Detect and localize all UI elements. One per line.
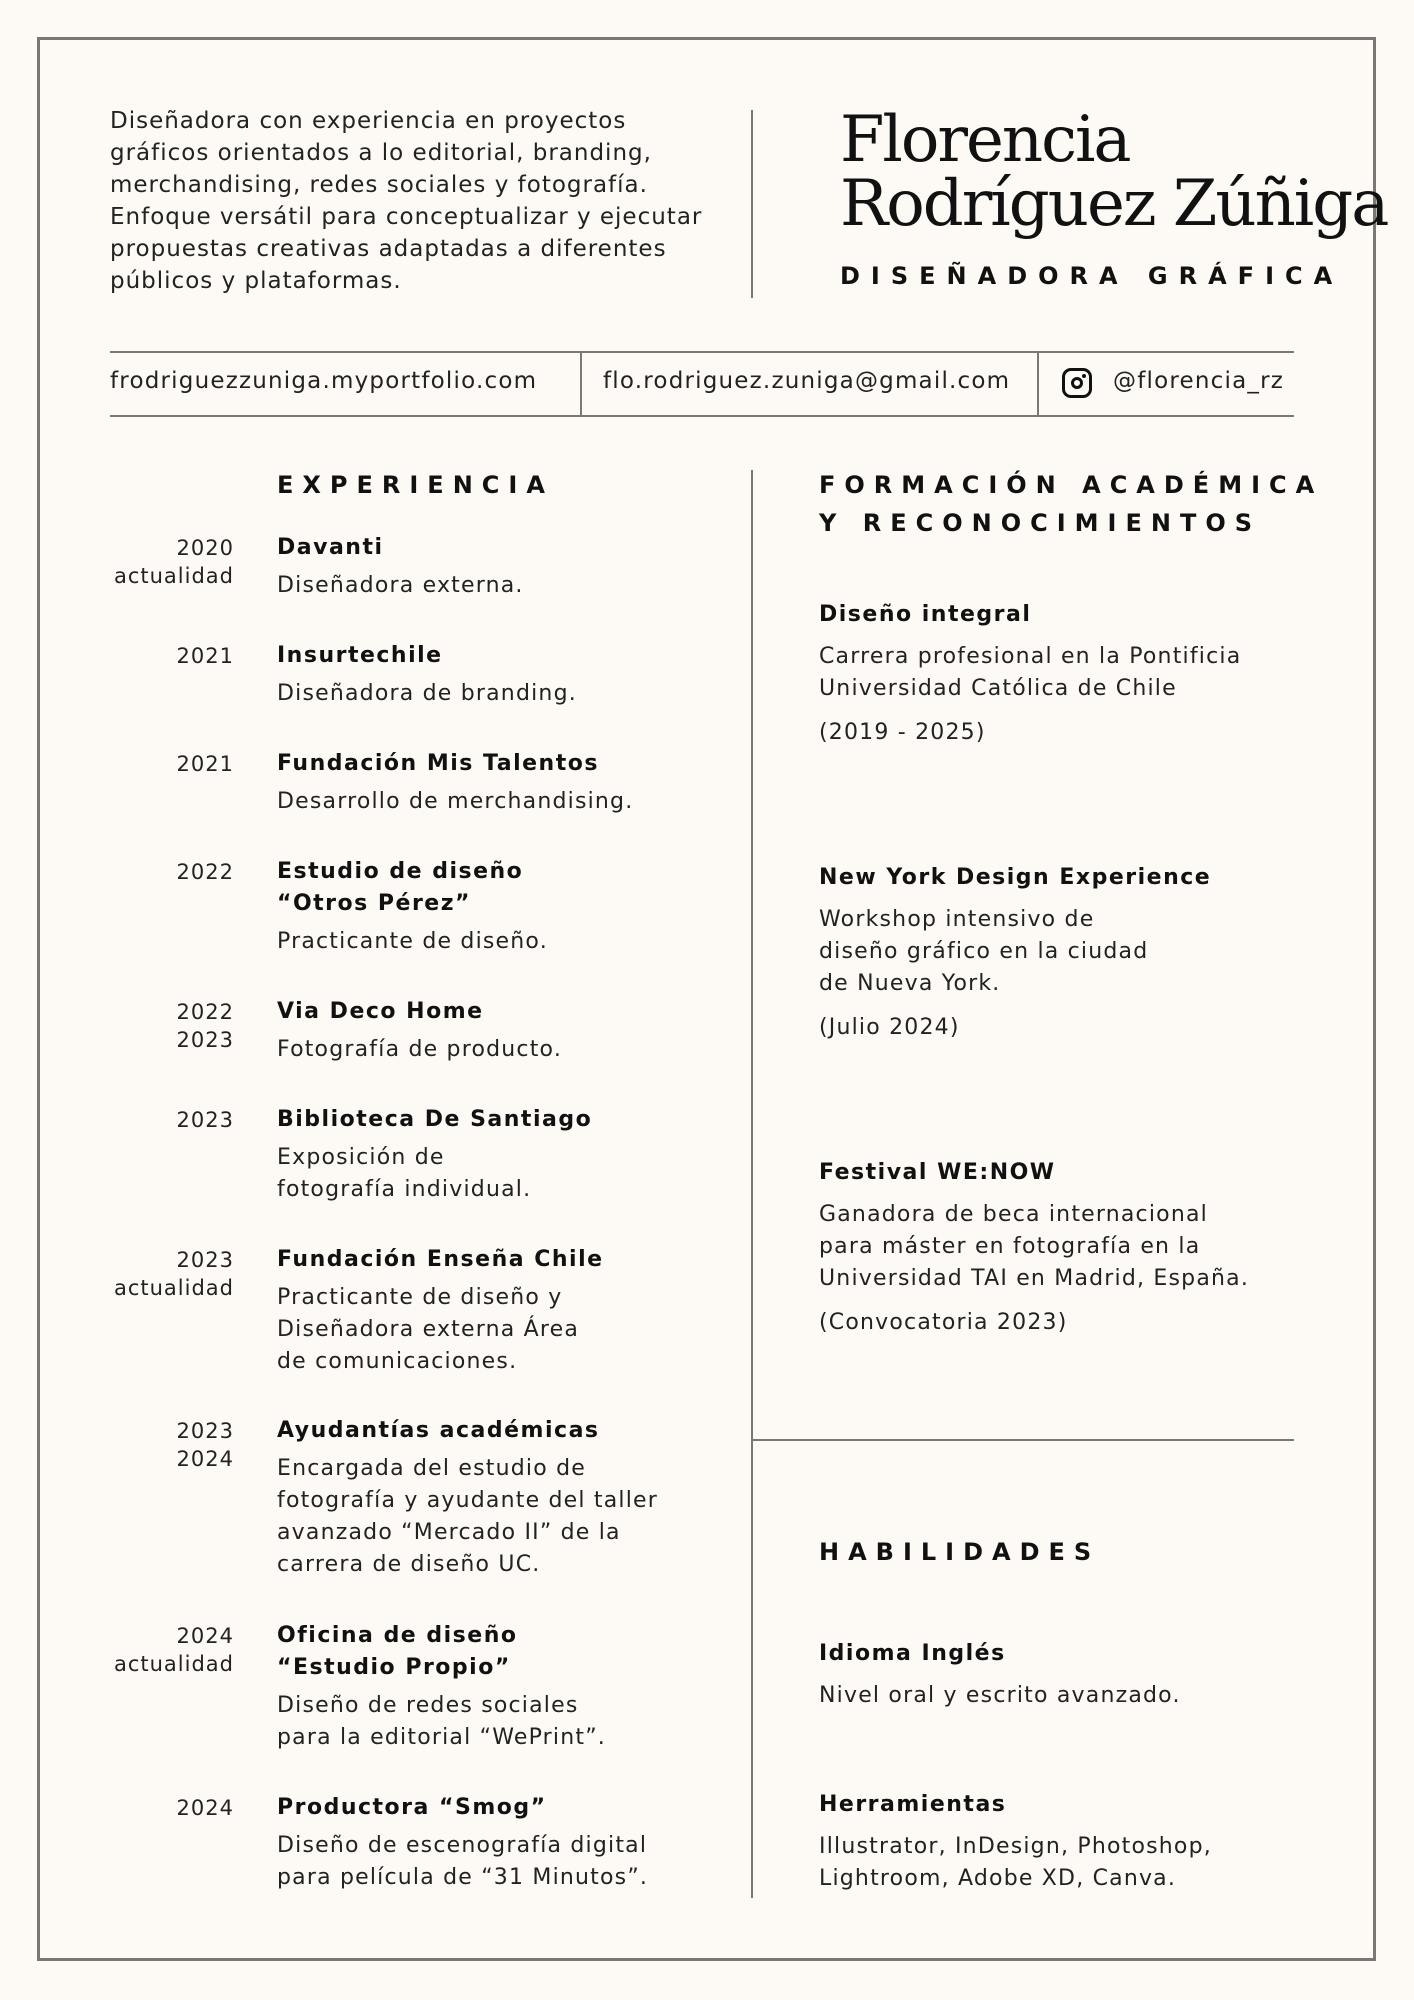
skills-title: HABILIDADES	[819, 1538, 1101, 1566]
experience-year1: 2021	[176, 752, 234, 776]
experience-title1: Productora “Smog”	[277, 1795, 547, 1820]
experience-item	[277, 856, 737, 958]
education-item-description	[819, 1199, 1319, 1295]
experience-years	[90, 642, 234, 670]
experience-description	[277, 570, 737, 602]
experience-description	[277, 786, 737, 818]
role-subtitle: DISEÑADORA GRÁFICA	[840, 262, 1344, 290]
experience-description-line: carrera de diseño UC.	[277, 1552, 541, 1577]
education-description-line: diseño gráfico en la ciudad	[819, 939, 1149, 964]
experience-title1: Estudio de diseño	[277, 859, 524, 884]
name-first: Florencia	[840, 103, 1130, 177]
experience-years	[90, 1622, 234, 1678]
experience-year1: 2024	[176, 1624, 234, 1648]
experience-title1: Fundación Enseña Chile	[277, 1247, 604, 1272]
skill-item-title: Idioma Inglés	[819, 1641, 1006, 1666]
education-item-title: Diseño integral	[819, 602, 1032, 627]
education-title-line1: FORMACIÓN ACADÉMICA	[819, 471, 1324, 499]
experience-item	[277, 532, 737, 602]
education-item-description	[819, 904, 1319, 1000]
instagram-icon[interactable]	[1062, 368, 1092, 398]
education-item-title: New York Design Experience	[819, 865, 1212, 890]
experience-description	[277, 1690, 737, 1754]
name-heading	[840, 103, 1400, 241]
education-item	[819, 862, 1319, 1044]
experience-description-line: Diseñadora externa Área	[277, 1317, 580, 1342]
education-item	[819, 1157, 1319, 1339]
experience-description-line: para película de “31 Minutos”.	[277, 1865, 649, 1890]
education-item	[819, 599, 1319, 749]
experience-title1: Insurtechile	[277, 643, 443, 668]
experience-item	[277, 748, 737, 818]
experience-title1: Oficina de diseño	[277, 1623, 518, 1648]
experience-title2: “Otros Pérez”	[277, 891, 471, 916]
experience-description	[277, 926, 737, 958]
education-description-line: Workshop intensivo de	[819, 907, 1095, 932]
experience-description-line: de comunicaciones.	[277, 1349, 518, 1374]
skill-item	[819, 1638, 1319, 1712]
experience-item	[277, 1415, 737, 1581]
experience-years	[90, 1106, 234, 1134]
header-divider	[751, 110, 753, 298]
experience-item	[277, 996, 737, 1066]
skill-description-line: Lightroom, Adobe XD, Canva.	[819, 1866, 1177, 1891]
skill-description-line: Nivel oral y escrito avanzado.	[819, 1683, 1181, 1708]
experience-year1: 2023	[176, 1248, 234, 1272]
experience-description	[277, 1830, 737, 1894]
education-item-title: Festival WE:NOW	[819, 1160, 1056, 1185]
experience-years	[90, 858, 234, 886]
experience-year1: 2020	[176, 536, 234, 560]
experience-description	[277, 1142, 737, 1206]
experience-description-line: Encargada del estudio de	[277, 1456, 586, 1481]
skills-rule	[751, 1439, 1294, 1441]
experience-description-line: Practicante de diseño.	[277, 929, 548, 954]
contact-divider-2	[1037, 351, 1039, 417]
experience-year2: actualidad	[113, 1652, 234, 1676]
experience-description	[277, 1453, 737, 1581]
experience-description-line: Practicante de diseño y	[277, 1285, 563, 1310]
experience-item	[277, 1620, 737, 1754]
experience-description-line: Exposición de	[277, 1145, 445, 1170]
experience-description-line: Desarrollo de merchandising.	[277, 789, 634, 814]
contact-top-rule	[110, 351, 1294, 353]
experience-year1: 2023	[176, 1419, 234, 1443]
education-description-line: Universidad Católica de Chile	[819, 676, 1177, 701]
education-item-date: (Julio 2024)	[819, 1015, 960, 1040]
experience-description	[277, 1034, 737, 1066]
experience-year1: 2024	[176, 1796, 234, 1820]
column-divider	[751, 470, 753, 1898]
experience-year2: actualidad	[113, 564, 234, 588]
education-description-line: Carrera profesional en la Pontificia	[819, 644, 1242, 669]
instagram-lens	[1071, 377, 1083, 389]
experience-year1: 2023	[176, 1108, 234, 1132]
instagram-dot	[1082, 374, 1086, 378]
experience-year2: actualidad	[113, 1276, 234, 1300]
experience-description-line: avanzado “Mercado II” de la	[277, 1520, 621, 1545]
education-title	[819, 466, 1323, 542]
experience-description	[277, 1282, 737, 1378]
experience-years	[90, 1417, 234, 1473]
experience-year2: 2023	[176, 1028, 234, 1052]
experience-title1: Ayudantías académicas	[277, 1418, 600, 1443]
instagram-handle[interactable]: @florencia_rz	[1113, 368, 1284, 394]
experience-title: EXPERIENCIA	[277, 471, 554, 499]
experience-item	[277, 1792, 737, 1894]
experience-description	[277, 678, 737, 710]
experience-item	[277, 1104, 737, 1206]
education-item-description	[819, 641, 1319, 705]
education-description-line: Universidad TAI en Madrid, España.	[819, 1266, 1250, 1291]
education-description-line: Ganadora de beca internacional	[819, 1202, 1208, 1227]
name-last: Rodríguez Zúñiga	[840, 167, 1388, 241]
experience-description-line: fotografía individual.	[277, 1177, 532, 1202]
experience-description-line: fotografía y ayudante del taller	[277, 1488, 659, 1513]
contact-bottom-rule	[110, 415, 1294, 417]
experience-description-line: Fotografía de producto.	[277, 1037, 563, 1062]
experience-description-line: para la editorial “WePrint”.	[277, 1725, 606, 1750]
education-description-line: de Nueva York.	[819, 971, 1001, 996]
experience-years	[90, 534, 234, 590]
education-description-line: para máster en fotografía en la	[819, 1234, 1201, 1259]
experience-year1: 2021	[176, 644, 234, 668]
experience-years	[90, 1794, 234, 1822]
experience-years	[90, 1246, 234, 1302]
contact-divider-1	[580, 351, 582, 417]
experience-title2: “Estudio Propio”	[277, 1655, 511, 1680]
skill-item-description	[819, 1831, 1319, 1895]
email-link[interactable]: flo.rodriguez.zuniga@gmail.com	[603, 368, 1011, 394]
education-item-date: (Convocatoria 2023)	[819, 1310, 1068, 1335]
experience-description-line: Diseñadora externa.	[277, 573, 524, 598]
education-item-date: (2019 - 2025)	[819, 720, 986, 745]
experience-title1: Via Deco Home	[277, 999, 484, 1024]
skill-item-title: Herramientas	[819, 1792, 1007, 1817]
experience-title1: Biblioteca De Santiago	[277, 1107, 593, 1132]
experience-description-line: Diseño de escenografía digital	[277, 1833, 648, 1858]
skill-description-line: Illustrator, InDesign, Photoshop,	[819, 1834, 1212, 1859]
intro-text: Diseñadora con experiencia en proyectos gráficos orientados a lo editorial, branding, merchandising, redes sociales y fotografía. Enfoque versátil para conceptualizar y ejecutar propuestas creativas adaptadas a diferentes públicos y plataformas.	[110, 108, 703, 294]
skill-item	[819, 1789, 1319, 1895]
experience-title1: Fundación Mis Talentos	[277, 751, 599, 776]
skill-item-description	[819, 1680, 1319, 1712]
education-title-line2: Y RECONOCIMIENTOS	[819, 509, 1262, 537]
experience-item	[277, 1244, 737, 1378]
experience-item	[277, 640, 737, 710]
experience-description-line: Diseño de redes sociales	[277, 1693, 579, 1718]
experience-title1: Davanti	[277, 535, 384, 560]
experience-description-line: Diseñadora de branding.	[277, 681, 577, 706]
experience-year2: 2024	[176, 1447, 234, 1471]
portfolio-link[interactable]: frodriguezzuniga.myportfolio.com	[110, 368, 538, 394]
experience-years	[90, 750, 234, 778]
experience-year1: 2022	[176, 860, 234, 884]
experience-year1: 2022	[176, 1000, 234, 1024]
experience-years	[90, 998, 234, 1054]
